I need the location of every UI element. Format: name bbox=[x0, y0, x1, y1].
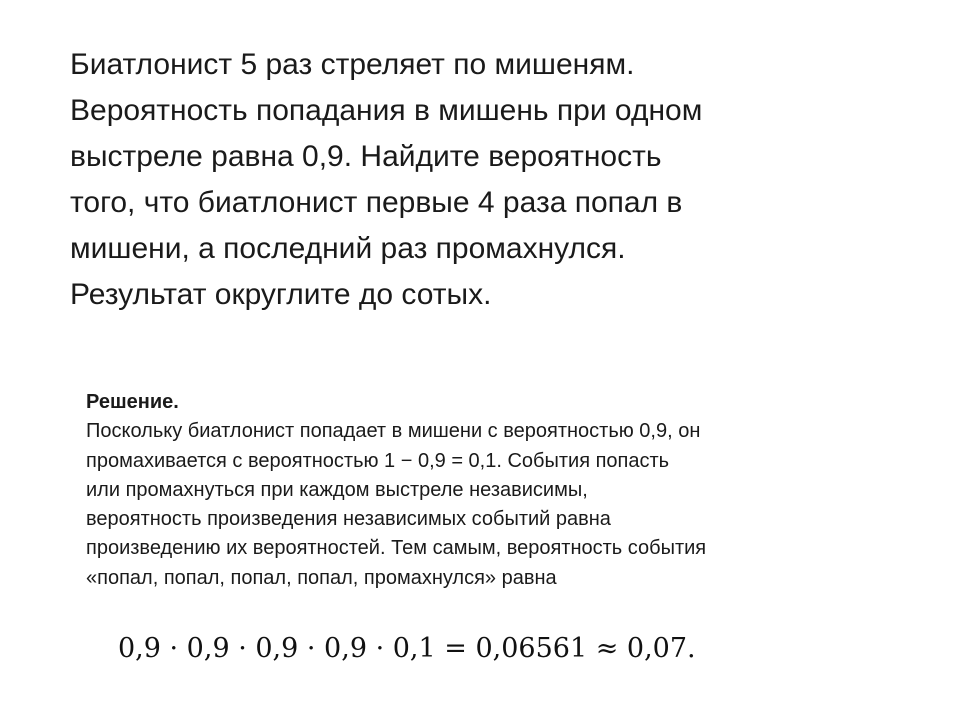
solution-heading: Решение. bbox=[86, 391, 179, 413]
solution-line: произведению их вероятностей. Тем самым, вероятность события bbox=[86, 537, 707, 560]
problem-line: Вероятность попадания в мишень при одном bbox=[70, 94, 703, 127]
solution-formula: 0,9 · 0,9 · 0,9 · 0,9 · 0,1 = 0,06561 ≈ 0,07. bbox=[118, 633, 696, 664]
solution-line: промахивается с вероятностью 1 − 0,9 = 0,1. События попасть bbox=[86, 449, 670, 472]
problem-statement bbox=[70, 42, 920, 318]
problem-line: выстреле равна 0,9. Найдите вероятность bbox=[70, 140, 662, 173]
solution-line: вероятность произведения независимых событий равна bbox=[86, 508, 611, 531]
problem-line: того, что биатлонист первые 4 раза попал в bbox=[70, 186, 683, 219]
solution-line: или промахнуться при каждом выстреле независимы, bbox=[86, 478, 588, 501]
solution-line: «попал, попал, попал, попал, промахнулся» равна bbox=[86, 566, 557, 589]
problem-line: Результат округлите до сотых. bbox=[70, 278, 492, 311]
problem-line: мишени, а последний раз промахнулся. bbox=[70, 232, 626, 265]
problem-line: Биатлонист 5 раз стреляет по мишеням. bbox=[70, 48, 635, 81]
solution-line: Поскольку биатлонист попадает в мишени с вероятностью 0,9, он bbox=[86, 420, 701, 443]
solution-block bbox=[86, 388, 926, 593]
